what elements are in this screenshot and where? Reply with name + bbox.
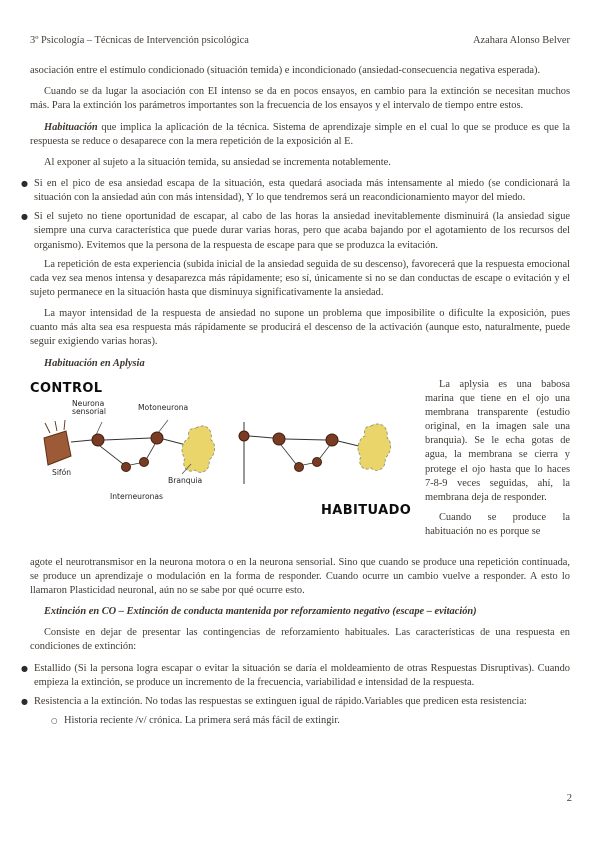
- sensory-neuron: [92, 434, 104, 446]
- bullet-text-no-escape: Si el sujeto no tiene oportunidad de escapar, al cabo de las horas la ansiedad inevitablemente disminuirá (la ansiedad sigue siempre una curva característica que puede durar varias horas, pero que acaba bajando por el agotamiento de los recursos del organismo). Evitemos que la persona de la respuesta de escape para que se produzca la evitación.: [34, 211, 570, 251]
- branquia-label: Branquia: [168, 475, 203, 485]
- bullet-text-estallido: Estallido (Si la persona logra escapar o evitar la situación se daría el moldeamiento de otras Respuestas Disruptivas). Cuando empieza la extinción, se produce un incremento de la frecuencia, variabilidad e intensidad de la respuesta.: [34, 662, 570, 688]
- interneuron: [313, 457, 322, 466]
- interneuron: [140, 457, 149, 466]
- habituado-panel-diagram: [239, 422, 391, 484]
- bullet-item-resistencia: [21, 695, 570, 709]
- section-heading-aplysia: Habituación en Aplysia: [44, 357, 145, 369]
- branquia-blob: [358, 424, 391, 470]
- paragraph-habituacion: [30, 121, 570, 149]
- paragraph-habituacion-rest: que implica la aplicación de la técnica. Sistema de aprendizaje simple en el cual lo que se produce es que la respuesta se reduce o desaparece con la mera repetición de la exposición al E.: [30, 121, 570, 147]
- interneuronas-label: Interneuronas: [110, 491, 164, 501]
- bullet-text-escape: Si en el pico de esa ansiedad escapa de la situación, esta quedará asociada más intensamente al miedo (se condicionará la situación con la ansiedad aún con más intensidad), Y lo que tendremos será un reacondicionamiento mayor del miedo.: [34, 177, 570, 204]
- branquia-blob: [182, 426, 215, 472]
- section-heading-extincion: Extinción en CO – Extinción de conducta mantenida por reforzamiento negativo (escape – evitación): [44, 606, 477, 618]
- bullet-text-resistencia: Resistencia a la extinción. No todas las respuestas se extinguen igual de rápido.Variables que predicen esta resistencia:: [34, 695, 527, 707]
- bullet-marker: ●: [21, 663, 28, 673]
- bullet-marker: ●: [21, 212, 28, 222]
- neurona-sensorial-label: Neurona sensorial: [72, 398, 107, 417]
- paragraph-intensidad: La mayor intensidad de la respuesta de ansiedad no supone un problema que imposibilite o dificulte la exposición, pues cuanto más alta sea esa respuesta más rápidamente se producirá el descenso de la activación (aunque esto, naturalmente, puede seguir exigiendo varias horas).: [30, 308, 570, 348]
- aplysia-figure-row: [30, 378, 570, 550]
- header-course-title: 3º Psicología – Técnicas de Intervención psicológica: [30, 35, 249, 46]
- habituado-label: HABITUADO: [321, 502, 412, 518]
- interneuron: [295, 462, 304, 471]
- paragraph-association: asociación entre el estímulo condicionado (situación temida) e incondicionado (ansiedad-consecuencia negativa esperada).: [30, 65, 541, 77]
- aplysia-figure: [30, 378, 416, 550]
- bullet-item-estallido: [21, 662, 570, 690]
- interneuron: [122, 462, 131, 471]
- aside-paragraph-habituacion: Cuando se produce la habituación no es porque se: [425, 511, 570, 538]
- aside-paragraph-aplysia: La aplysia es una babosa marina que tiene en el ojo una membrana transparente (estudio original, en la imagen sale una branquia). Se le echa gotas de agua, la membrana se cierra y protege el ojo hasta que lo haces 7-8-9 veces seguidas, ahí, la membrana deja de responder.: [425, 378, 570, 503]
- motoneurona-label: Motoneurona: [138, 402, 189, 412]
- paragraph-consiste: Consiste en dejar de presentar las contingencias de reforzamiento habituales. Las características de una respuesta en condiciones de extinción:: [30, 627, 570, 653]
- motor-neuron: [151, 432, 163, 444]
- control-label: CONTROL: [30, 380, 103, 396]
- control-panel-diagram: [44, 420, 215, 474]
- paragraph-extincion-params: Cuando se da lugar la asociación con EI intenso se da en pocos ensayos, en cambio para la extinción se necesitan muchos más. Para la extinción los parámetros importantes son la frecuencia de los ensayos y el intervalo de tiempo entre estos.: [30, 86, 570, 112]
- bullet-item-no-escape: [21, 210, 570, 252]
- term-habituacion: Habituación: [44, 121, 98, 133]
- aplysia-side-text: [416, 378, 570, 550]
- sub-bullet-item-historia: [51, 714, 570, 728]
- page-header: [30, 34, 570, 48]
- bullet-marker: ●: [21, 696, 28, 706]
- sensory-neuron: [239, 431, 249, 441]
- relay-neuron: [273, 433, 285, 445]
- circle-marker: ○: [51, 715, 58, 725]
- motor-neuron: [326, 434, 338, 446]
- paragraph-exponer: Al exponer al sujeto a la situación temida, su ansiedad se incrementa notablemente.: [44, 156, 391, 168]
- bullet-item-escape: [21, 177, 570, 205]
- paragraph-neurotransmisor: agote el neurotransmisor en la neurona motora o en la neurona sensorial. Sino que cuando se produce una repetición continuada, se produce un aprendizaje o modulación en la forma de responder. Cuando ocurre un cambio vuelve a responder. A esto lo llamaron Plasticidad neuronal, aún no se sabe por qué ocurre esto.: [30, 556, 570, 596]
- page-number: 2: [566, 793, 572, 804]
- paragraph-repeticion: La repetición de esta experiencia (subida inicial de la ansiedad seguida de su descenso), favorecerá que la respuesta emocional cada vez sea menos intensa y desaparezca más rápidamente; eso sí, únicamente si no se dan conductas de escape o evitación y el sujeto permanece en la situación hasta que disminuya significativamente la ansiedad.: [30, 258, 570, 298]
- sifon-label: Sifón: [52, 467, 72, 477]
- bullet-marker: ●: [21, 178, 28, 188]
- siphon-shape: [44, 431, 71, 465]
- header-author: Azahara Alonso Belver: [473, 35, 570, 46]
- sub-bullet-text-historia: Historia reciente /v/ crónica. La primera será más fácil de extingir.: [64, 714, 340, 726]
